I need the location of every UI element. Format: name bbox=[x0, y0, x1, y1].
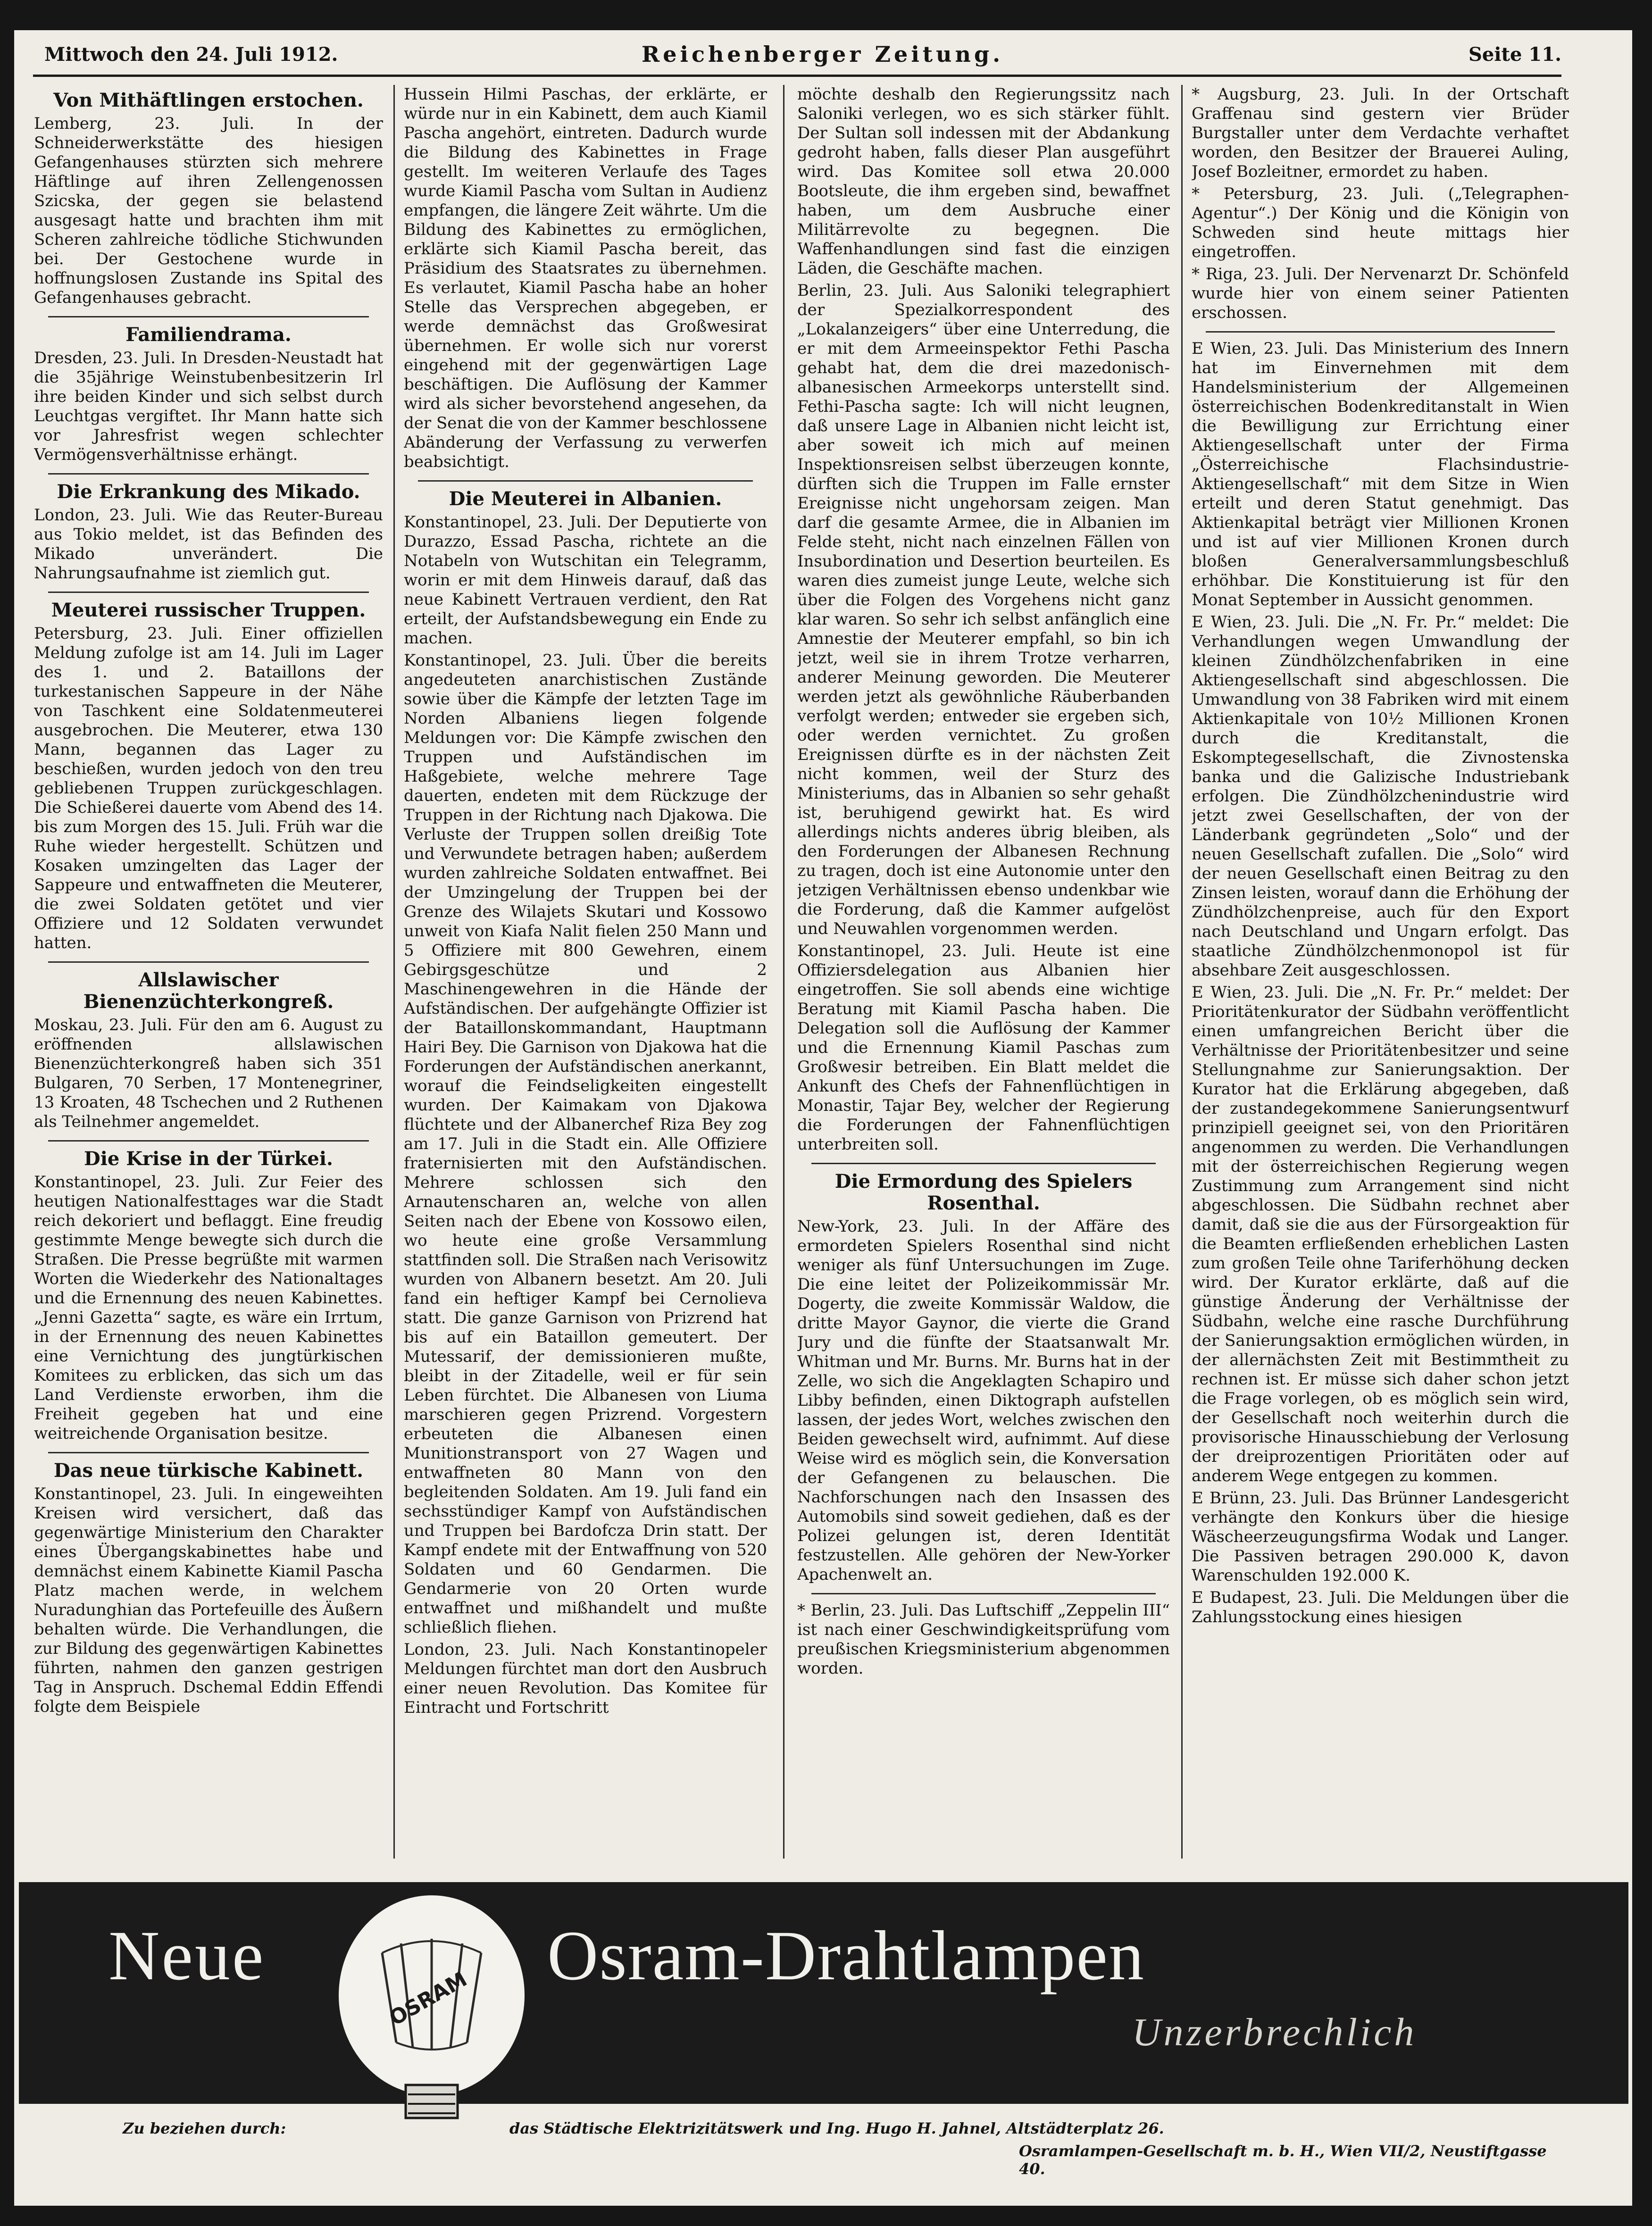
article-paragraph: * Petersburg, 23. Juli. („Telegraphen-Agentur“.) Der König und die Königin von Schweden sind heute mittags hier eingetroffen. bbox=[1192, 184, 1569, 261]
article-separator bbox=[48, 961, 369, 963]
article-headline: Die Meuterei in Albanien. bbox=[449, 488, 722, 510]
article-paragraph: Lemberg, 23. Juli. In der Schneiderwerkstätte des hiesigen Gefangenhauses stürzten sich mehrere Häftlinge auf ihren Zellengenossen Szicska, der gegen sie belastend ausgesagt hatte und brachten ihm mit Scheren zahlreiche tödliche Stichwunden bei. Der Gestochene wurde in hoffnungslosen Zustande ins Spital des Gefangenhauses gebracht. bbox=[34, 114, 383, 307]
article-paragraph: London, 23. Juli. Wie das Reuter-Bureau aus Tokio meldet, ist das Befinden des Mikado unverändert. Die Nahrungsaufnahme ist ziemlich gut. bbox=[34, 506, 383, 583]
article-paragraph: E Wien, 23. Juli. Das Ministerium des Innern hat im Einvernehmen mit dem Handelsministerium der Allgemeinen österreichischen Bodenkreditanstalt in Wien die Bewilligung zur Errichtung einer Aktiengesellschaft unter der Firma „Österreichische Flachsindustrie-Aktiengesellschaft“ mit dem Sitze in Wien erteilt und deren Statut genehmigt. Das Aktienkapital beträgt vier Millionen Kronen und ist auf vier Millionen Kronen durch bloßen Generalversammlungsbeschluß erhöhbar. Die Konstituierung ist für den Monat September in Aussicht genommen. bbox=[1192, 339, 1569, 609]
footer-dealer: das Städtische Elektrizitätswerk und Ing. Hugo H. Jahnel, Altstädterplatz 26. bbox=[509, 2119, 1164, 2137]
newspaper-title: Reichenberger Zeitung. bbox=[642, 42, 1004, 67]
article-paragraph: * Riga, 23. Juli. Der Nervenarzt Dr. Schönfeld wurde hier von einem seiner Patienten erschossen. bbox=[1192, 265, 1569, 322]
article-paragraph: Berlin, 23. Juli. Aus Saloniki telegraphiert der Spezialkorrespondent des „Lokalanzeigers“ über eine Unterredung, die er mit dem Armeeinspektor Fethi Pascha gehabt hat, dem die drei mazedonisch-albanesischen Armeekorps unterstellt sind. Fethi-Pascha sagte: Ich will nicht leugnen, daß unsere Lage in Albanien nicht leicht ist, aber soweit ich mich auf meinen Inspektionsreisen selbst überzeugen konnte, dürften sich die Truppen im Falle ernster Ereignisse nicht ungehorsam zeigen. Man darf die gesamte Armee, die in Albanien im Felde steht, nicht nach einzelnen Fällen von Insubordination und Desertion beurteilen. Es waren dies zumeist junge Leute, welche sich über die Folgen des Vorgehens nicht ganz klar waren. So sehr ich selbst anfänglich eine Amnestie der Meuterer empfahl, so bin ich jetzt, weil sie in ihrem Trotze verharren, anderer Meinung geworden. Die Meuterer werden jetzt als gewöhnliche Räuberbanden verfolgt werden; entweder sie ergeben sich, oder werden vernichtet. Zu großen Ereignissen dürfte es in der nächsten Zeit nicht kommen, weil der Sturz des Ministeriums, das in Albanien so sehr gehaßt ist, beruhigend gewirkt hat. Es wird allerdings nichts anderes übrig bleiben, als den Forderungen der Albanesen Rechnung zu tragen, doch ist eine Autonomie unter den jetzigen Verhältnissen ebenso undenkbar wie die Forderung, daß die Kammer aufgelöst und Neuwahlen vorgenommen werden. bbox=[797, 281, 1170, 938]
article-headline: Das neue türkische Kabinett. bbox=[53, 1459, 364, 1482]
article-headline: Allslawischer Bienenzüchterkongreß. bbox=[83, 969, 334, 1013]
article-separator bbox=[48, 1140, 369, 1142]
article-separator bbox=[1206, 331, 1555, 333]
article-paragraph: Moskau, 23. Juli. Für den am 6. August zu eröffnenden allslawischen Bienenzüchterkongreß haben sich 351 Bulgaren, 70 Serben, 17 Montenegriner, 13 Kroaten, 48 Tschechen und 2 Ruthenen als Teilnehmer angemeldet. bbox=[34, 1016, 383, 1131]
article-paragraph: London, 23. Juli. Nach Konstantinopeler Meldungen fürchtet man dort den Ausbruch einer neuen Revolution. Das Komitee für Eintracht und Fortschritt bbox=[404, 1640, 767, 1717]
article-separator bbox=[48, 1452, 369, 1453]
article-paragraph: * Berlin, 23. Juli. Das Luftschiff „Zeppelin III“ ist nach einer Geschwindigkeitsprüfung vom preußischen Kriegsministerium abgenommen worden. bbox=[797, 1601, 1170, 1678]
page-number: Seite 11. bbox=[1468, 43, 1561, 66]
article-paragraph: E Budapest, 23. Juli. Die Meldungen über die Zahlungsstockung eines hiesigen bbox=[1192, 1588, 1569, 1626]
article-separator bbox=[811, 1163, 1156, 1164]
column-2 bbox=[404, 85, 767, 1859]
article-paragraph: Konstantinopel, 23. Juli. Heute ist eine Offiziersdelegation aus Albanien hier eingetroffen. Sie soll abends eine wichtige Beratung mit Kiamil Pascha haben. Die Delegation soll die Auflösung der Kammer und die Ernennung Kiamil Paschas zum Großwesir betreiben. Ein Blatt meldet die Ankunft des Chefs der Fahnenflüchtigen in Monastir, Tajar Bey, welcher der Regierung die Forderungen der Fahnenflüchtigen unterbreiten soll. bbox=[797, 942, 1170, 1154]
column-divider bbox=[1181, 85, 1183, 1859]
article-headline: Meuterei russischer Truppen. bbox=[51, 599, 366, 621]
masthead bbox=[33, 42, 1561, 76]
article-separator bbox=[811, 1593, 1156, 1594]
footer-obtain-label: Zu beziehen durch: bbox=[123, 2119, 286, 2137]
column-divider bbox=[783, 85, 784, 1859]
article-paragraph: * Augsburg, 23. Juli. In der Ortschaft Graffenau sind gestern vier Brüder Burgstaller unter dem Verdachte verhaftet worden, den Besitzer der Brauerei Auling, Josef Bozleitner, ermordet zu haben. bbox=[1192, 85, 1569, 181]
article-headline: Familiendrama. bbox=[125, 324, 292, 346]
article-paragraph: Dresden, 23. Juli. In Dresden-Neustadt hat die 35jährige Weinstubenbesitzerin Irl ihre beiden Kinder und sich selbst durch Leuchtgas vergiftet. Ihr Mann hatte sich vor Jahresfrist wegen schlechter Vermögensverhältnisse erhängt. bbox=[34, 349, 383, 464]
footer-company: Osramlampen-Gesellschaft m. b. H., Wien VII/2, Neustiftgasse 40. bbox=[1019, 2142, 1547, 2178]
article-paragraph: E Wien, 23. Juli. Die „N. Fr. Pr.“ meldet: Die Verhandlungen wegen Umwandlung der kleinen Zündhölzchenfabriken in eine Aktiengesellschaft sind abgeschlossen. Die Umwandlung von 38 Fabriken wird mit einem Aktienkapitale von 10½ Millionen Kronen durch die Kreditanstalt, die Eskomptegesellschaft, die Zivnostenska banka und die Galizische Industriebank erfolgen. Die Zündhölzchenindustrie wird jetzt zwei Gesellschaften, der von der Länderbank gegründeten „Solo“ und der neuen Gesellschaft zufallen. Die „Solo“ wird der neuen Gesellschaft einen Beitrag zu den Zinsen leisten, worauf dann die Erhöhung der Zündhölzchenpreise, auch für den Export nach Deutschland und Ungarn erfolgt. Das staatliche Zündhölzchenmonopol ist für absehbare Zeit ausgeschlossen. bbox=[1192, 613, 1569, 980]
column-1 bbox=[34, 85, 383, 1859]
column-3 bbox=[797, 85, 1170, 1859]
ad-slogan: Unzerbrechlich bbox=[1132, 2010, 1417, 2054]
article-paragraph: Konstantinopel, 23. Juli. In eingeweihten Kreisen wird versichert, daß das gegenwärtige Ministerium den Charakter eines Übergangskabinettes habe und demnächst einem Kabinette Kiamil Pascha Platz machen werde, in welchem Nuradunghian das Portefeuille des Äußern behalten würde. Die Verhandlungen, die zur Bildung des gegenwärtigen Kabinettes führten, nahmen den ganzen gestrigen Tag in Anspruch. Dschemal Eddin Effendi folgte dem Beispiele bbox=[34, 1484, 383, 1716]
bulb-label: OSRAM bbox=[385, 1967, 471, 2031]
article-separator bbox=[418, 480, 753, 482]
issue-date: Mittwoch den 24. Juli 1912. bbox=[44, 43, 338, 66]
article-paragraph: Hussein Hilmi Paschas, der erklärte, er würde nur in ein Kabinett, dem auch Kiamil Pascha angehört, eintreten. Dadurch wurde die Bildung des Kabinettes in Frage gestellt. Im weiteren Verlaufe des Tages wurde Kiamil Pascha vom Sultan in Audienz empfangen, die längere Zeit währte. Um die Bildung des Kabinettes zu ermöglichen, erklärte sich Kiamil Pascha bereit, das Präsidium des Staatsrates zu übernehmen. Es verlautet, Kiamil Pascha habe an hoher Stelle das Versprechen abgegeben, er werde demnächst das Großwesirat übernehmen. Er wolle sich nur vorerst eingehend mit der gegenwärtigen Lage beschäftigen. Die Auflösung der Kammer wird als sicher bevorstehend angesehen, da der Senat die von der Kammer beschlossene Abänderung der Verfassung zu verwerfen beabsichtigt. bbox=[404, 85, 767, 471]
column-4 bbox=[1192, 85, 1569, 1859]
article-paragraph: möchte deshalb den Regierungssitz nach Saloniki verlegen, wo es sich stärker fühlt. Der Sultan soll indessen mit der Abdankung gedroht haben, falls dieser Plan ausgeführt wird. Das Komitee soll etwa 20.000 Bootsleute, die ihm ergeben sind, bewaffnet haben, um dem Ausbruche einer Militärrevolte zu begegnen. Die Waffenhandlungen sind fast die einzigen Läden, die Geschäfte machen. bbox=[797, 85, 1170, 278]
column-divider bbox=[393, 85, 395, 1859]
header-rule bbox=[33, 75, 1561, 77]
article-headline: Von Mithäftlingen erstochen. bbox=[53, 89, 364, 111]
article-paragraph: E Wien, 23. Juli. Die „N. Fr. Pr.“ meldet: Der Prioritätenkurator der Südbahn veröffentlicht einen umfangreichen Bericht über die Verhältnisse der Prioritätenbesitzer und seine Stellungnahme zur Sanierungsaktion. Der Kurator hat die Erklärung abgegeben, daß der zustandegekommene Sanierungsentwurf prinzipiell geeignet sei, von den Prioritären angenommen zu werden. Die Verhandlungen mit der österreichischen Regierung wegen Zustimmung zum Arrangement sind nicht abgeschlossen. Die Südbahn rechnet aber damit, daß sie die aus der Fürsorgeaktion für die Beamten erfließenden erheblichen Lasten zum großen Teile ohne Tariferhöhung decken wird. Der Kurator erklärte, daß auf die günstige Änderung der Verhältnisse der Südbahn, welche eine rasche Durchführung der Sanierungsaktion ermöglichen würden, in der allernächsten Zeit mit Bestimmtheit zu rechnen ist. Er müsse sich daher schon jetzt die Frage vorlegen, ob es möglich sein wird, der Gesellschaft noch weiterhin durch die provisorische Hinausschiebung der Verlosung der dreiprozentigen Prioritäten oder auf anderem Wege entgegen zu kommen. bbox=[1192, 983, 1569, 1485]
ad-product-name: Osram-Drahtlampen bbox=[547, 1917, 1145, 1995]
article-paragraph: E Brünn, 23. Juli. Das Brünner Landesgericht verhängte den Konkurs über die hiesige Wäscheerzeugungsfirma Wodak und Langer. Die Passiven betragen 290.000 K, davon Warenschulden 192.000 K. bbox=[1192, 1489, 1569, 1585]
article-paragraph: Konstantinopel, 23. Juli. Über die bereits angedeuteten anarchistischen Zustände sowie über die Kämpfe der letzten Tage im Norden Albaniens liegen folgende Meldungen vor: Die Kämpfe zwischen den Truppen und Aufständischen im Haßgebiete, welche mehrere Tage dauerten, endeten mit dem Rückzuge der Truppen in der Richtung nach Djakowa. Die Verluste der Truppen sollen dreißig Tote und Verwundete betragen haben; außerdem wurden zahlreiche Soldaten entwaffnet. Bei der Umzingelung der Truppen bei der Grenze des Wilajets Skutari und Kossowo unweit von Kiafa Nalit fielen 250 Mann und 5 Offiziere mit 800 Gewehren, einem Gebirgsgeschütze und 2 Maschinengewehren in die Hände der Aufständischen. Der aufgehängte Offizier ist der Bataillonskommandant, Hauptmann Hairi Bey. Die Garnison von Djakowa hat die Forderungen der Aufständischen anerkannt, worauf die Feindseligkeiten eingestellt wurden. Der Kaimakam von Djakowa flüchtete und der Albanerchef Riza Bey zog am 17. Juli in die Stadt ein. Alle Offiziere fraternisierten mit den Aufständischen. Mehrere schlossen sich den Arnautenscharen an, welche von allen Seiten nach der Ebene von Kossowo eilen, wo heute eine große Versammlung stattfinden soll. Die Straßen nach Verisowitz wurden von Albanern besetzt. Am 20. Juli fand ein heftiger Kampf bei Cernolieva statt. Die ganze Garnison von Prizrend hat bis auf ein Bataillon gemeutert. Der Mutessarif, der demissionieren mußte, bleibt in der Zitadelle, weil er für sein Leben fürchtet. Die Albanesen von Liuma marschieren gegen Prizrend. Vorgestern erbeuteten die Albanesen einen Munitionstransport von 27 Wagen und entwaffneten 80 Mann von den begleitenden Soldaten. Am 19. Juli fand ein sechsstündiger Kampf von Aufständischen und Truppen bei Bardofcza Drin statt. Der Kampf endete mit der Entwaffnung von 520 Soldaten und 60 Gendarmen. Die Gendarmerie von 20 Orten wurde entwaffnet und mißhandelt und mußte schließlich fliehen. bbox=[404, 651, 767, 1637]
light-bulb-icon bbox=[325, 1887, 538, 2132]
article-headline: Die Krise in der Türkei. bbox=[84, 1148, 333, 1170]
article-separator bbox=[48, 316, 369, 317]
osram-advertisement bbox=[19, 1882, 1628, 2104]
article-paragraph: New-York, 23. Juli. In der Affäre des ermordeten Spielers Rosenthal sind nicht weniger als fünf Untersuchungen im Zuge. Die eine leitet der Polizeikommissär Mr. Dogerty, die zweite Kommissär Waldow, die dritte Mayor Gaynor, die vierte die Grand Jury und die fünfte der Staatsanwalt Mr. Whitman und Mr. Burns. Mr. Burns hat in der Zelle, wo sich die Angeklagten Schapiro und Libby befinden, einen Diktograph aufstellen lassen, der jedes Wort, welches zwischen den Beiden gewechselt wird, aufnimmt. Auf diese Weise wird es möglich sein, die Konversation der Gefangenen zu belauschen. Die Nachforschungen nach den Insassen des Automobils sind soweit gediehen, daß es der Polizei gelungen ist, deren Identität festzustellen. Alle gehören der New-Yorker Apachenwelt an. bbox=[797, 1217, 1170, 1584]
article-headline: Die Ermordung des Spielers Rosenthal. bbox=[834, 1170, 1133, 1214]
article-paragraph: Konstantinopel, 23. Juli. Der Deputierte von Durazzo, Essad Pascha, richtete an die Notabeln von Wutschitan ein Telegramm, worin er mit dem Hinweis darauf, daß das neue Kabinett Vertrauen verdient, den Rat erteilt, der Aufstandsbewegung ein Ende zu machen. bbox=[404, 513, 767, 648]
article-separator bbox=[48, 473, 369, 475]
article-headline: Die Erkrankung des Mikado. bbox=[57, 481, 360, 503]
ad-word-neue: Neue bbox=[108, 1917, 266, 1995]
article-separator bbox=[48, 592, 369, 593]
ad-footer bbox=[94, 2116, 1557, 2182]
article-paragraph: Konstantinopel, 23. Juli. Zur Feier des heutigen Nationalfesttages war die Stadt reich dekoriert und beflaggt. Eine freudig gestimmte Menge bewegte sich durch die Straßen. Die Presse begrüßte mit warmen Worten die Wiederkehr des Nationaltages und die Ernennung des neuen Kabinettes. „Jenni Gazetta“ sagte, es wäre ein Irrtum, in der Ernennung des neuen Kabinettes eine Vernichtung des jungtürkischen Komitees zu erblicken, das sich um das Land Verdienste erworben, ihm die Freiheit gegeben hat und eine weitreichende Organisation besitze. bbox=[34, 1173, 383, 1443]
article-paragraph: Petersburg, 23. Juli. Einer offiziellen Meldung zufolge ist am 14. Juli im Lager des 1. und 2. Bataillons der turkestanischen Sappeure in der Nähe von Taschkent eine Soldatenmeuterei ausgebrochen. Die Meuterer, etwa 130 Mann, begannen das Lager zu beschießen, wurden jedoch von den treu gebliebenen Truppen zurückgeschlagen. Die Schießerei dauerte vom Abend des 14. bis zum Morgen des 15. Juli. Früh war die Ruhe wieder hergestellt. Schützen und Kosaken umzingelten das Lager der Sappeure und entwaffneten die Meuterer, die zwei Soldaten getötet und vier Offiziere und 12 Soldaten verwundet hatten. bbox=[34, 624, 383, 952]
